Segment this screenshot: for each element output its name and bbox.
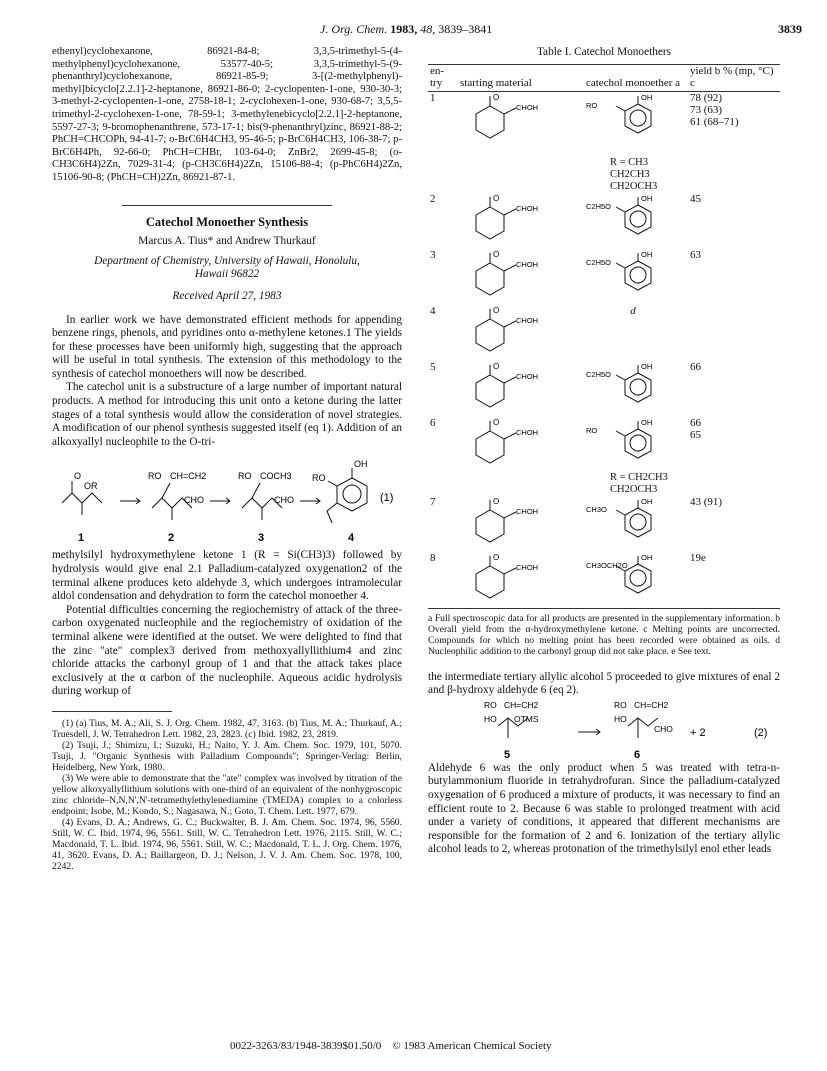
footnote-4: (4) Evans, D. A.; Andrews, G. C.; Buckwalter, B. J. Am. Chem. Soc. 1974, 96, 5560. Still, W. C. Ibid. 1974, 96, 5561. Still, W. C. Tetrahedron Lett. 1976, 2115. Still, W. C.; Macdonald, T. L. Ibid. 1974, 96, 5561. Still, W. C.; Macdonald, T. L. J. Org. Chem. 1976, 41, 3620. Evans, D. A.; Baillargeon, D. J.; Nelson, J. V. J. Am. Chem. Soc. 1978, 100, 2242.: [52, 816, 402, 872]
sm-oxygen: O: [493, 552, 500, 562]
eq2-frag-6: HO: [614, 713, 627, 724]
cell-starting-material: [458, 193, 578, 249]
monoether-structure: [580, 417, 686, 469]
monoether-structure: [580, 361, 686, 413]
article-authors: Marcus A. Tius* and Andrew Thurkauf: [138, 235, 316, 248]
prod-oh: OH: [641, 552, 653, 562]
eq1-frag-7: RO: [312, 473, 326, 484]
prod-substituent: RO: [586, 100, 598, 110]
eq1-frag-2: CH=CH2: [170, 471, 207, 482]
sm-oxygen: O: [493, 193, 500, 203]
eq1-frag-4: RO: [238, 471, 252, 482]
sm-oxygen: O: [493, 361, 500, 371]
equation-1: [52, 453, 402, 545]
prod-ring: [625, 373, 651, 402]
th-yield: yield b % (mp, °C) c: [690, 64, 774, 89]
starting-material-structure: [460, 361, 570, 413]
sm-label: CHOH: [516, 427, 539, 437]
cell-yield: 66 65: [690, 416, 701, 441]
eq1-label-2: 2: [168, 532, 175, 545]
cell-yield: 78 (92) 73 (63) 61 (68–71): [690, 91, 739, 128]
eq1-label-4: 4: [348, 532, 355, 545]
received-date: Received April 27, 1983: [172, 289, 282, 302]
footnote-3: (3) We were able to demonstrate that the "ate" complex was involved by titration of the yellow alkoxyallyllithium solutions with one-third of an equivalent of the nonhygroscopic zinc chloride–N,N,N',N'-tetramethylethylenediamine (TMEDA) complex to a colorless endpoint; Isobe, M.; Kondo, S.; Nagasawa, N.; Goto, T. Chem. Lett. 1977, 679.: [52, 772, 402, 817]
sm-oxygen: O: [493, 417, 500, 427]
th-entry: en- try: [430, 64, 445, 89]
footnotes: [52, 718, 402, 872]
cell-monoether: [578, 496, 688, 552]
eq2-label-5: 5: [504, 748, 511, 761]
eq1-frag-0: OR: [84, 481, 98, 492]
table-row: [428, 496, 780, 552]
starting-material-structure: [460, 92, 570, 154]
table-row: [428, 91, 780, 193]
sm-ring: [476, 106, 504, 138]
cell-entry: 1: [430, 91, 436, 104]
eq1-frag-3: CHO: [184, 495, 204, 506]
journal-year: 1983,: [390, 22, 418, 36]
journal-pages: 3839–3841: [438, 22, 493, 36]
sm-ring: [476, 207, 504, 239]
monoether-structure: [580, 193, 686, 245]
cell-starting-material: [458, 305, 578, 361]
bottom-line: [230, 1040, 552, 1052]
article-code: 0022-3263/83/1948-3839$01.50/0: [230, 1040, 382, 1052]
cell-starting-material: [458, 496, 578, 552]
cell-monoether: [578, 249, 688, 305]
equation-2-drawing: [428, 698, 780, 762]
cell-monoether: [578, 305, 688, 361]
sm-label: CHOH: [516, 203, 539, 213]
eq1-struct-1-chain: [62, 493, 102, 503]
eq1-label-1: 1: [78, 532, 85, 545]
table-footnote: a Full spectroscopic data for all products are presented in the supplementary information. b Overall yield from the α-hydroxymethylene ketone. c Melting points are uncorrected. Compounds for which no melting point has been recorded were obtained as oils. d Nucleophilic addition to the carbonyl group did not take place. e See text.: [428, 612, 780, 657]
footnote-1: (1) (a) Tius, M. A.; Ali, S. J. Org. Chem. 1982, 47, 3163. (b) Tius, M. A.; Thurkauf, A.; Truesdell, J. W. Tetrahedron Lett. 1982, 23, 2823. (c) Ibid. 1982, 23, 2819.: [52, 717, 402, 740]
equation-1-drawing: [52, 453, 402, 545]
prod-ring: [625, 104, 651, 133]
equation-2: [428, 698, 780, 762]
sm-label: CHOH: [516, 371, 539, 381]
eq2-frag-7: CHO: [654, 723, 673, 734]
starting-material-structure: [460, 305, 570, 357]
cell-starting-material: [458, 417, 578, 496]
eq1-frag-8: OH: [354, 459, 368, 470]
journal-volume: 48,: [420, 22, 436, 36]
sm-oxygen: O: [493, 496, 500, 506]
article-title: Catechol Monoether Synthesis: [145, 214, 309, 229]
prod-substituent: C2H5O: [586, 257, 612, 267]
cell-yield: 63: [690, 248, 701, 261]
paragraph-2: The catechol unit is a substructure of a large number of important natural products. A method for introducing this unit onto a ketone during the latter stages of a total synthesis would allow the consideration of novel strategies. A modification of our phenol synthesis suggested itself (eq 1). Addition of an alkoxyallyl nucleophile to the O-tri-: [52, 381, 402, 448]
starting-material-structure: [460, 552, 570, 604]
table-caption: Table I. Catechol Monoethers: [536, 46, 672, 58]
sm-label: CHOH: [516, 506, 539, 516]
prod-oh: OH: [641, 92, 653, 102]
eq2-frag-2: HO: [484, 713, 497, 724]
table-body: [428, 91, 780, 608]
th-monoether: catechol monoether a: [585, 76, 681, 89]
sm-ring: [476, 510, 504, 542]
prod-ring: [625, 508, 651, 537]
sm-oxygen: O: [493, 305, 500, 315]
prod-substituent: CH3OCH2O: [586, 560, 628, 570]
running-header: [320, 22, 492, 37]
prod-ring: [625, 564, 651, 593]
monoether-structure: [580, 249, 686, 301]
eq2-number: (2): [754, 726, 768, 739]
cell-starting-material: [458, 249, 578, 305]
cell-monoether: [578, 417, 688, 496]
cell-entry: 8: [430, 551, 436, 564]
prod-substituent: RO: [586, 425, 598, 435]
monoether-structure: [580, 552, 686, 604]
cell-entry: 4: [430, 304, 436, 317]
cell-entry: 7: [430, 495, 436, 508]
eq1-label-3: 3: [258, 532, 265, 545]
paragraph-3: methylsilyl hydroxymethylene ketone 1 (R = Si(CH3)3) followed by hydrolysis would give enal 2.1 Palladium-catalyzed oxygenation2 of the terminal alkene produces keto aldehyde 3, which undergoes intramolecular aldol condensation and dehydration to form the catechol monoether 4.: [52, 549, 402, 603]
cell-yield: [688, 305, 780, 361]
table-row: [428, 417, 780, 496]
prod-oh: OH: [641, 249, 653, 259]
sm-label: CHOH: [516, 259, 539, 269]
starting-material-structure: [460, 193, 570, 245]
right-column: [428, 46, 780, 857]
cell-yield: 43 (91): [690, 495, 723, 508]
cell-yield: 66: [690, 360, 701, 373]
eq2-label-6: 6: [634, 748, 641, 761]
table-bottom-rule: [428, 608, 780, 609]
prod-oh: OH: [641, 193, 653, 203]
cell-monoether: [578, 91, 688, 193]
eq2-frag-0: RO: [484, 699, 497, 710]
paragraph-4: Potential difficulties concerning the regiochemistry of attack of the three-carbon oxygenated nucleophile and the regiochemistry of oxidation of the terminal alkene were identified at the outset. We were delighted to find that the zinc "ate" complex3 derived from methoxyallyllithium4 and zinc chloride attacks the carbonyl group of 1 and that the attack takes place exclusively at the α carbon of the nucleophile. Aqueous acidic hydrolysis during workup of: [52, 603, 402, 698]
eq1-frag-5: COCH3: [260, 471, 292, 482]
prod-substituent: C2H5O: [586, 201, 612, 211]
eq1-frag-o: O: [74, 471, 82, 482]
journal-name: J. Org. Chem.: [320, 22, 388, 36]
cell-starting-material: [458, 552, 578, 608]
table-row: [428, 552, 780, 608]
copyright: © 1983 American Chemical Society: [392, 1040, 552, 1052]
monoether-structure: [580, 92, 686, 154]
table-row: [428, 249, 780, 305]
eq1-frag-6: CHO: [274, 495, 294, 506]
eq2-plus: + 2: [690, 726, 706, 739]
cell-entry: 6: [430, 416, 436, 429]
paragraph-1: In earlier work we have demonstrated efficient methods for appending benzene rings, phenols, and pyridines onto α-methylene ketones.1 The yields for these processes have been uniformly high, suggesting that the approach will be useful in total synthesis. The extension of this methodology to the synthesis of catechol monoethers will now be described.: [52, 313, 402, 380]
eq2-frag-1: CH=CH2: [504, 699, 539, 710]
monoether-structure: [580, 496, 686, 548]
prod-ring: [625, 261, 651, 290]
th-starting-material: starting material: [460, 76, 532, 89]
cell-entry: 5: [430, 360, 436, 373]
cell-monoether: [578, 193, 688, 249]
cell-monoether: [578, 361, 688, 417]
prod-ring: [625, 429, 651, 458]
prod-substituent: CH3O: [586, 504, 607, 514]
sm-oxygen: O: [493, 92, 500, 102]
starting-material-structure: [460, 249, 570, 301]
cell-monoether: [578, 552, 688, 608]
footnote-divider: [52, 711, 172, 712]
sm-ring: [476, 319, 504, 351]
section-divider: [122, 205, 332, 206]
note-d: d: [630, 304, 636, 317]
cell-entry: 2: [430, 192, 436, 205]
sm-ring: [476, 431, 504, 463]
table-row: [428, 193, 780, 249]
table-row: [428, 305, 780, 361]
prod-oh: OH: [641, 361, 653, 371]
sm-oxygen: O: [493, 249, 500, 259]
eq2-frag-3: OTMS: [514, 713, 539, 724]
cell-starting-material: [458, 361, 578, 417]
footnote-2: (2) Tsuji, J.; Shimizu, I.; Suzuki, H.; Naito, Y. J. Am. Chem. Soc. 1979, 101, 5070. Tsuji, J. "Organic Synthesis with Palladium Compounds"; Springer-Verlag: Berlin, Heidelberg, New York, 1980.: [52, 739, 402, 773]
page-number: 3839: [778, 22, 802, 36]
cell-yield: 19e: [690, 551, 706, 564]
eq2-frag-5: CH=CH2: [634, 699, 669, 710]
eq1-struct-4-ring: [337, 478, 367, 511]
cell-entry: 3: [430, 248, 436, 261]
sm-label: CHOH: [516, 315, 539, 325]
prod-oh: OH: [641, 496, 653, 506]
eq2-frag-4: RO: [614, 699, 627, 710]
prod-ring: [625, 205, 651, 234]
sm-ring: [476, 263, 504, 295]
cell-yield: 45: [690, 192, 701, 205]
cell-starting-material: [458, 91, 578, 193]
sm-label: CHOH: [516, 102, 539, 112]
table-row: [428, 361, 780, 417]
sm-label: CHOH: [516, 562, 539, 572]
r-group-note: R = CH2CH3 CH2OCH3: [610, 471, 668, 495]
article-affiliation: Department of Chemistry, University of Hawaii, Honolulu, Hawaii 96822: [94, 254, 360, 281]
prod-oh: OH: [641, 417, 653, 427]
sm-ring: [476, 375, 504, 407]
catechol-table: [428, 65, 780, 608]
sm-ring: [476, 566, 504, 598]
right-paragraph-2: Aldehyde 6 was the only product when 5 was treated with tetra-n-butylammonium fluoride in tetrahydrofuran. Since the palladium-catalyzed oxygenation of 6 produced a mixture of products, it was necessary to find an efficient route to 2. Because 6 was stable to prolonged treatment with acid under a variety of conditions, it appeared that different mechanisms are responsible for the formation of 2 and 6. Ionization of the tertiary allylic alcohol leads to 2, whereas protonation of the trimethylsilyl enol ether leads: [428, 761, 780, 856]
starting-material-structure: [460, 496, 570, 548]
starting-material-structure: [460, 417, 570, 469]
prod-substituent: C2H5O: [586, 369, 612, 379]
left-column: [52, 46, 402, 872]
r-group-note: R = CH3 CH2CH3 CH2OCH3: [610, 156, 658, 192]
registry-numbers: ethenyl)cyclohexanone, 86921-84-8; 3,3,5-trimethyl-5-(4-methylphenyl)cyclohexanone, 53577-40-5; 3,3,5-trimethyl-5-(9-phenanthryl)cyclohexanone, 86921-85-9; 3-[(2-methylphenyl)-methyl]bicyclo[2.2.1]-2-heptanone, 86921-86-0; 2-cyclopenten-1-one, 930-30-3; 3-methyl-2-cyclopenten-1-one, 2758-18-1; 2-cyclohexen-1-one, 930-68-7; 3,5,5-trimethyl-2-cyclohexen-1-one, 78-59-1; 3-methylenebicyclo[2.2.1]-2-heptanone, 5597-27-3; 9-bromophenanthrene, 573-17-1; bis(9-phenanthryl)zinc, 86921-88-2; PhCH=CHCOPh, 94-41-7; o-BrC6H4CH3, 95-46-5; p-BrC6H4CH3, 106-38-7; p-BrC6H4Ph, 92-66-0; PhCH=CHBr, 103-64-0; ZnBr2, 2699-45-8; (o-CH3C6H4)2Zn, 7029-31-4; (p-CH3C6H4)2Zn, 15106-88-4; (p-PhC6H4)2Zn, 15106-90-8; (PhCH=CH)2Zn, 86921-87-1.: [52, 46, 402, 183]
right-paragraph-1: the intermediate tertiary allylic alcohol 5 proceeded to give mixtures of enal 2 and β-hydroxy aldehyde 6 (eq 2).: [428, 670, 780, 697]
eq1-number: (1): [380, 492, 394, 505]
eq1-frag-1: RO: [148, 471, 162, 482]
